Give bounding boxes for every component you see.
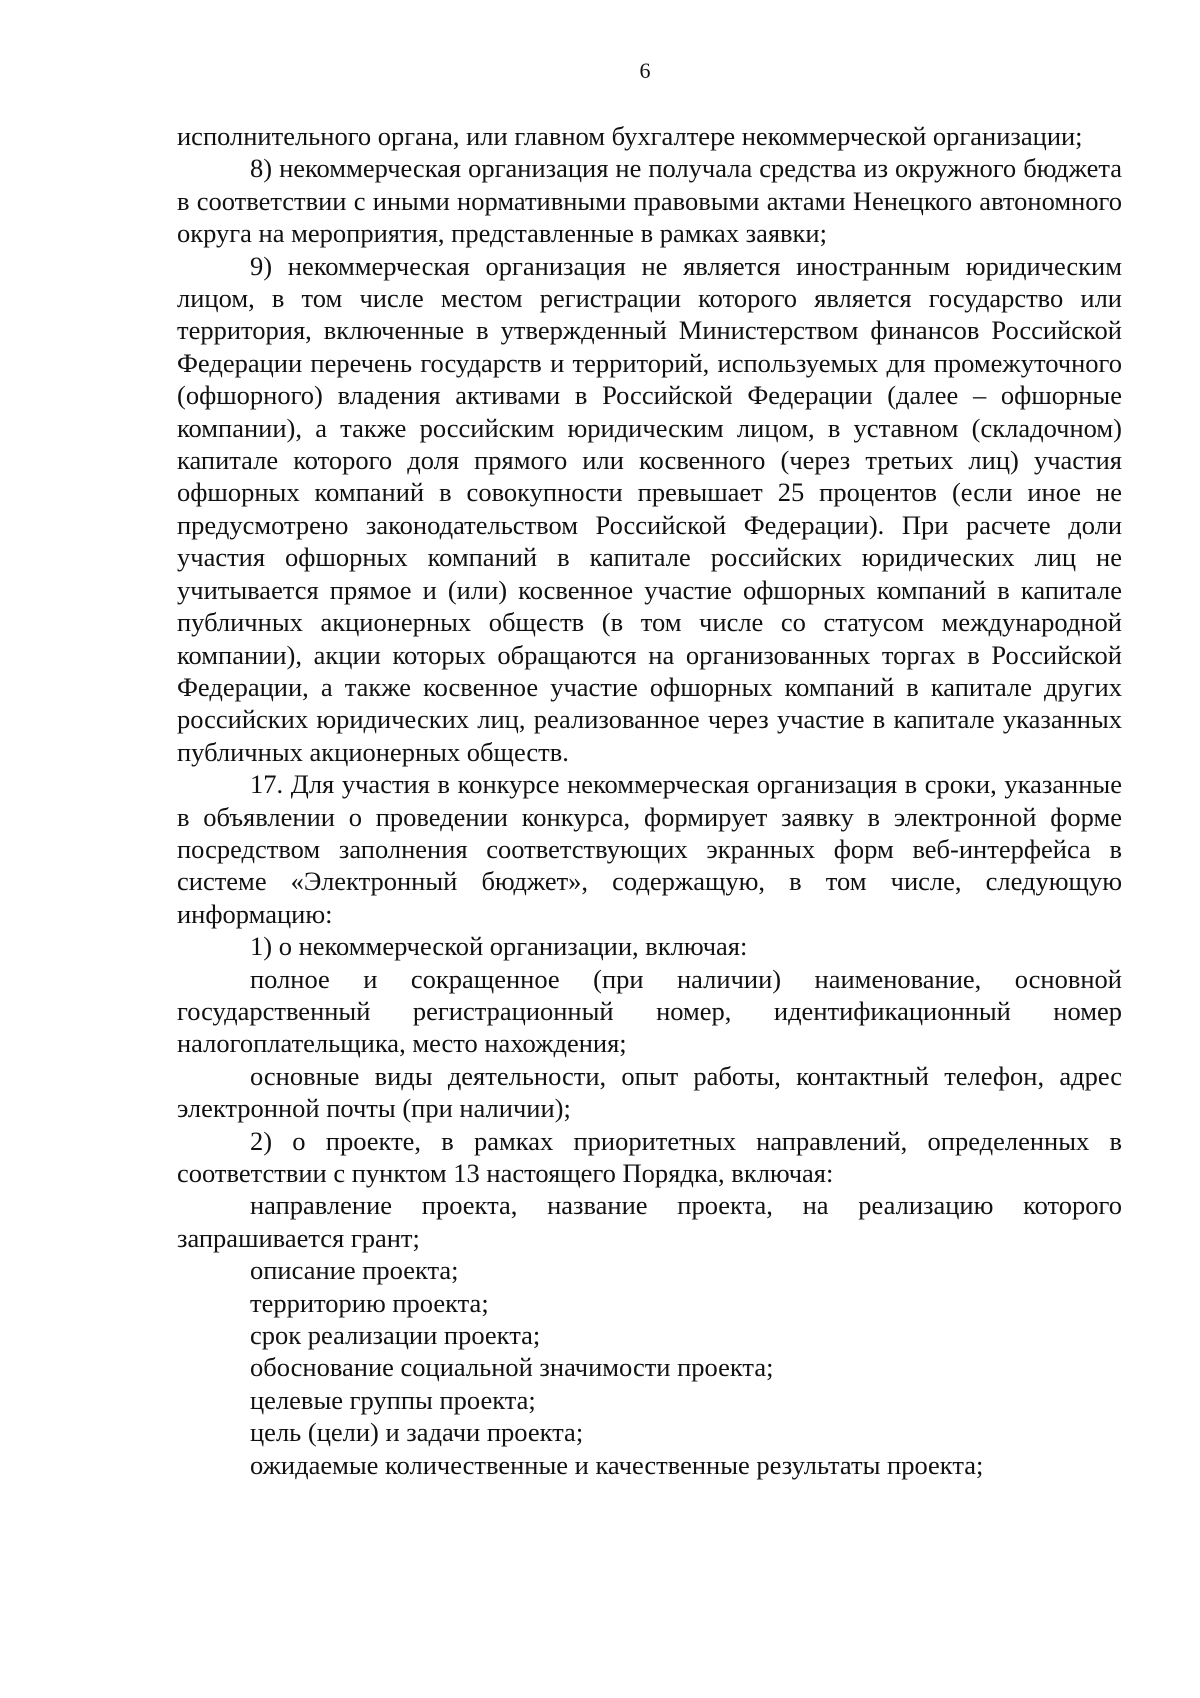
paragraph-item-8: 8) некоммерческая организация не получала средства из окружного бюджета в соответствии с иными нормативными правовыми актами Ненецкого автономного округа на мероприятия, представленные в рамках заявки;: [177, 153, 1122, 249]
document-body: [177, 120, 1122, 1481]
list-item: территорию проекта;: [250, 1287, 489, 1318]
list-item: цель (цели) и задачи проекта;: [250, 1417, 584, 1448]
list-item: срок реализации проекта;: [250, 1320, 541, 1351]
list-item: описание проекта;: [250, 1255, 459, 1286]
page-number: 6: [639, 58, 651, 83]
paragraph-clause-17: 17. Для участия в конкурсе некоммерческая организация в сроки, указанные в объявлении о проведении конкурса, формирует заявку в электронной форме посредством заполнения соответствующих экранных форм веб-интерфейса в системе «Электронный бюджет», содержащую, в том числе, следующую информацию:: [177, 769, 1122, 929]
list-item: обоснование социальной значимости проекта;: [250, 1352, 774, 1383]
paragraph-subitem-2: 2) о проекте, в рамках приоритетных направлений, определенных в соответствии с пунктом 13 настоящего Порядка, включая:: [177, 1125, 1122, 1188]
paragraph-subitem-1: 1) о некоммерческой организации, включая:: [250, 931, 748, 962]
list-item: ожидаемые количественные и качественные результаты проекта;: [250, 1449, 984, 1480]
paragraph-item-9: 9) некоммерческая организация не является иностранным юридическим лицом, в том числе местом регистрации которого является государство или территория, включенные в утвержденный Министерством финансов Российской Федерации перечень государств и территорий, используемых для промежуточного (офшорного) владения активами в Российской Федерации (далее – офшорные компании), а также российским юридическим лицом, в уставном (складочном) капитале которого доля прямого или косвенного (через третьих лиц) участия офшорных компаний в совокупности превышает 25 процентов (если иное не предусмотрено законодательством Российской Федерации). При расчете доли участия офшорных компаний в капитале российских юридических лиц не учитывается прямое и (или) косвенное участие офшорных компаний в капитале публичных акционерных обществ (в том числе со статусом международной компании), акции которых обращаются на организованных торгах в Российской Федерации, а также косвенное участие офшорных компаний в капитале других российских юридических лиц, реализованное через участие в капитале указанных публичных акционерных обществ.: [177, 250, 1122, 767]
paragraph-continuation: исполнительного органа, или главном бухгалтере некоммерческой организации;: [177, 121, 1083, 151]
list-item: целевые группы проекта;: [250, 1384, 536, 1415]
paragraph-org-activities: основные виды деятельности, опыт работы, контактный телефон, адрес электронной почты (при наличии);: [177, 1060, 1122, 1124]
paragraph-org-names: полное и сокращенное (при наличии) наименование, основной государственный регистрационный номер, идентификационный номер налогоплательщика, место нахождения;: [177, 963, 1122, 1059]
paragraph-project-direction: направление проекта, название проекта, на реализацию которого запрашивается грант;: [177, 1190, 1122, 1253]
